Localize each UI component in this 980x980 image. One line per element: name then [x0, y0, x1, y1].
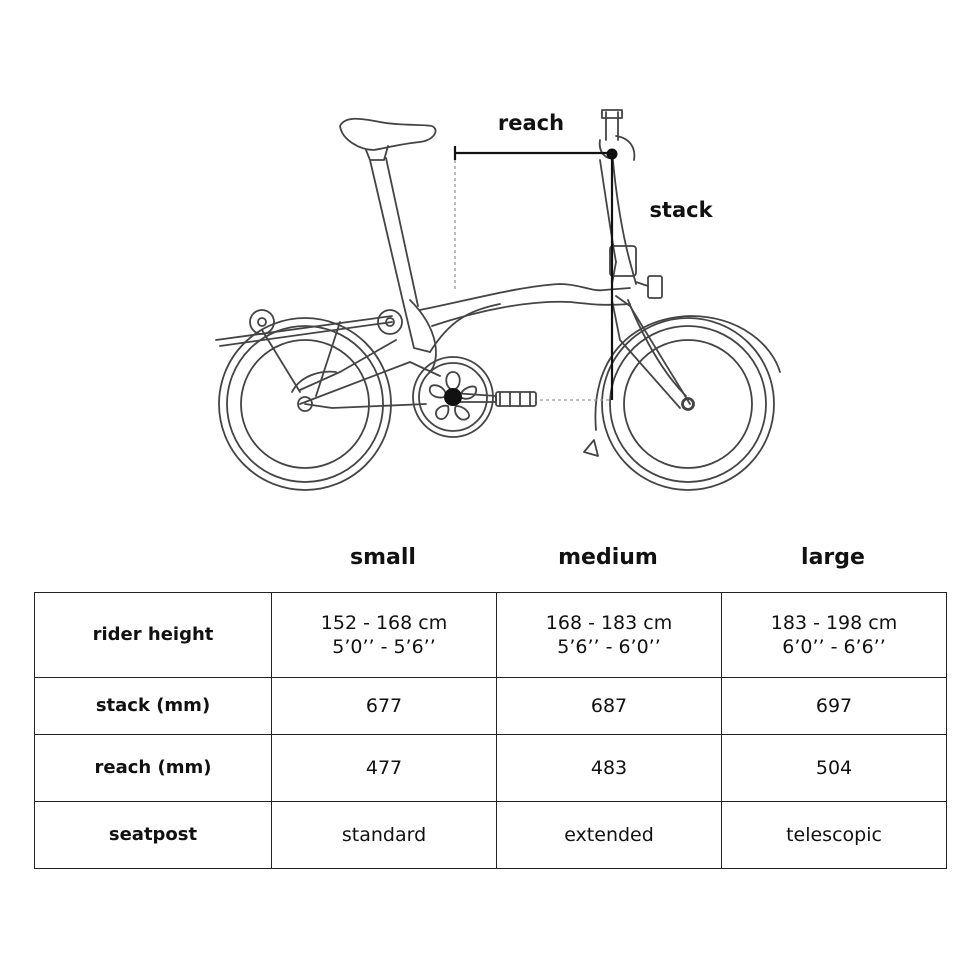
table-row	[35, 735, 947, 802]
rider-height-small	[272, 593, 497, 678]
size-table	[34, 592, 947, 869]
reach-large: 504	[722, 735, 947, 802]
front-wheel	[602, 318, 774, 490]
stack-small: 677	[272, 678, 497, 735]
cell-line: 168 - 183 cm	[545, 612, 673, 634]
cell-line: 152 - 168 cm	[320, 612, 448, 634]
column-header-large: large	[801, 545, 865, 570]
reach-label: reach	[497, 111, 565, 135]
seatpost-medium: extended	[497, 802, 722, 869]
cell-line: 5’0’’ - 5’6’’	[332, 636, 436, 658]
cell-line: 6’0’’ - 6’6’’	[782, 636, 886, 658]
column-header-small: small	[350, 545, 416, 570]
rider-height-medium	[497, 593, 722, 678]
table-row	[35, 802, 947, 869]
rider-height-large	[722, 593, 947, 678]
column-header-medium: medium	[558, 545, 658, 570]
cell-line: 183 - 198 cm	[770, 612, 898, 634]
row-label-stack: stack (mm)	[35, 678, 272, 735]
stack-large: 697	[722, 678, 947, 735]
row-label-reach: reach (mm)	[35, 735, 272, 802]
seatpost-small: standard	[272, 802, 497, 869]
cell-line: 5’6’’ - 6’0’’	[557, 636, 661, 658]
stack-label: stack	[649, 198, 713, 222]
reach-small: 477	[272, 735, 497, 802]
reach-medium: 483	[497, 735, 722, 802]
row-label-rider-height: rider height	[35, 593, 272, 678]
seatpost-large: telescopic	[722, 802, 947, 869]
handlebar-point	[607, 149, 618, 160]
saddle	[340, 119, 436, 160]
front-mudguard	[595, 316, 780, 430]
bottom-bracket-point	[444, 388, 462, 406]
row-label-seatpost: seatpost	[35, 802, 272, 869]
table-row	[35, 593, 947, 678]
table-row	[35, 678, 947, 735]
frame	[292, 284, 630, 408]
stack-medium: 687	[497, 678, 722, 735]
seatpost	[370, 158, 418, 306]
